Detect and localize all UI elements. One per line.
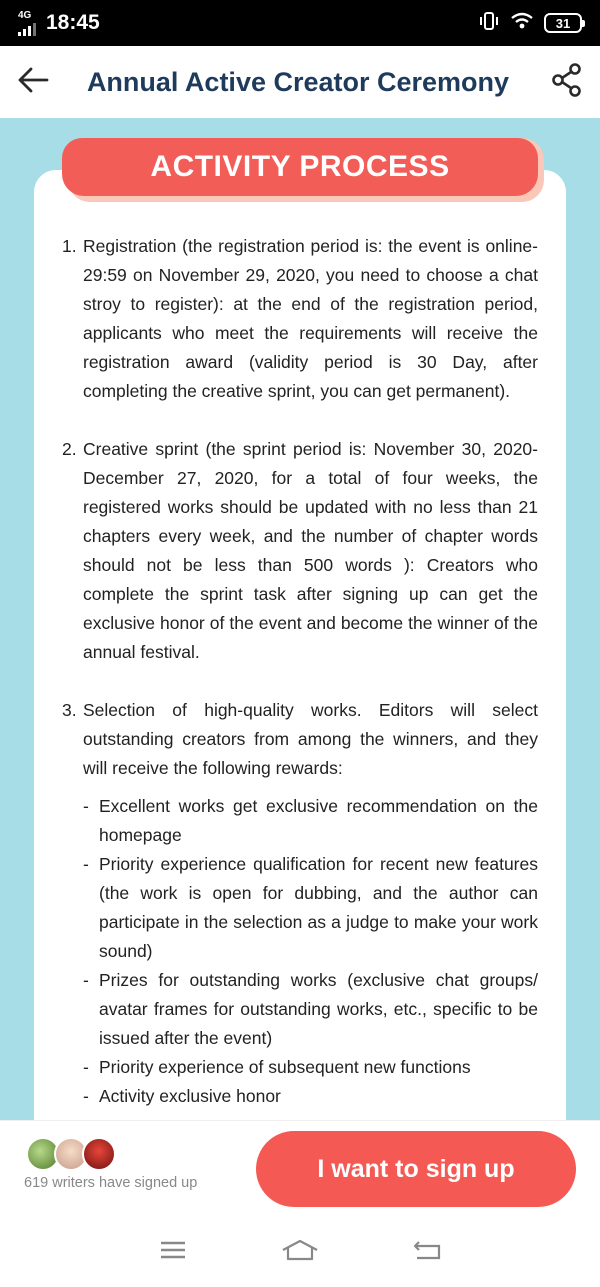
home-icon [280, 1238, 320, 1267]
rewards-list [83, 792, 538, 1111]
menu-button[interactable] [148, 1233, 198, 1273]
step-number: 2. [62, 439, 77, 459]
step-item [62, 696, 538, 1111]
step-item [62, 435, 538, 667]
reward-text: Priority experience qualification for recent new features (the work is open for dubbing, and the author can participate in the selection as a judge to make your work sound) [99, 854, 538, 961]
reward-item: - Activity exclusive honor [83, 1082, 538, 1111]
reward-item: - Priority experience of subsequent new functions [83, 1053, 538, 1082]
share-icon [551, 63, 583, 102]
arrow-left-icon [17, 66, 49, 99]
step-number: 3. [62, 700, 77, 720]
step-body [83, 696, 538, 1111]
reward-item: - Excellent works get exclusive recommendation on the homepage [83, 792, 538, 850]
back-system-button[interactable] [402, 1233, 452, 1273]
system-nav-bar [0, 1218, 600, 1287]
battery-icon [544, 13, 582, 33]
back-button[interactable] [0, 46, 66, 118]
step-number: 1. [62, 236, 77, 256]
page-title: Annual Active Creator Ceremony [86, 66, 510, 97]
reward-text: Prizes for outstanding works (exclusive chat groups/ avatar frames for outstanding works, etc., specific to be issued after the event) [99, 970, 538, 1048]
battery-level: 31 [555, 15, 571, 31]
activity-content[interactable] [0, 118, 600, 1120]
step-item [62, 232, 538, 406]
reward-item: - Priority experience qualification for recent new features (the work is open for dubbing, and the author can participate in the selection as a judge to make your work sound) [83, 850, 538, 966]
network-type: 4G [18, 9, 32, 21]
signal-icon [18, 11, 36, 36]
reward-item: - Prizes for outstanding works (exclusive chat groups/ avatar frames for outstanding works, etc., specific to be issued after the event) [83, 966, 538, 1053]
step-text: Creative sprint (the sprint period is: November 30, 2020-December 27, 2020, for a total of four weeks, the registered works should be updated with no less than 21 chapters every week, and the number of chapter words should not be less than 500 words ): Creators who complete the sprint task after signing up can get the exclusive honor of the event and become the winner of the annual festival. [83, 439, 538, 662]
status-bar [0, 0, 600, 46]
steps-list [62, 232, 538, 1120]
menu-icon [158, 1239, 188, 1266]
section-title: ACTIVITY PROCESS [150, 150, 450, 183]
sign-up-button[interactable]: I want to sign up [256, 1131, 576, 1207]
bottom-action-bar [0, 1120, 600, 1218]
writer-avatars [26, 1137, 110, 1171]
status-time: 18:45 [46, 11, 100, 34]
back-return-icon [411, 1238, 443, 1267]
step-text: Registration (the registration period is: the event is online-29:59 on November 29, 2020, you need to choose a chat stroy to register): at the end of the registration period, applicants who meet the requirements will receive the registration award (validity period is 30 Day, after completing the creative sprint, you can get permanent). [83, 236, 538, 401]
reward-text: Excellent works get exclusive recommendation on the homepage [99, 796, 538, 845]
wifi-icon [510, 11, 534, 36]
share-button[interactable] [534, 46, 600, 118]
vibrate-icon [478, 11, 500, 36]
reward-text: Activity exclusive honor [99, 1086, 281, 1106]
home-button[interactable] [275, 1233, 325, 1273]
reward-text: Priority experience of subsequent new functions [99, 1057, 471, 1077]
signed-up-count: 619 writers have signed up [24, 1175, 198, 1191]
avatar [82, 1137, 116, 1171]
section-banner [62, 138, 538, 196]
app-header [0, 46, 600, 118]
step-text: Selection of high-quality works. Editors will select outstanding creators from among the winners, and they will receive the following rewards: [83, 700, 538, 778]
